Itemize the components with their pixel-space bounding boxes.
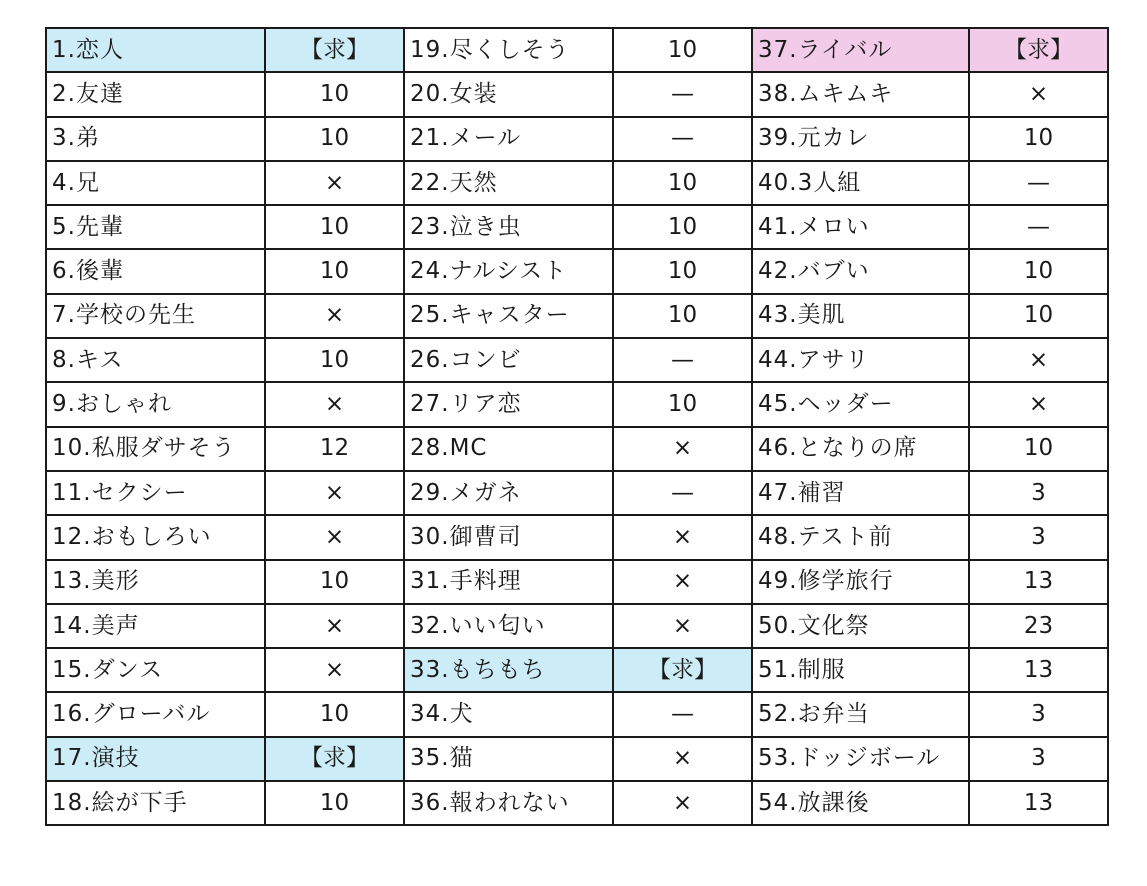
- topic-value-cell: 10: [969, 294, 1108, 338]
- topic-value-cell: 10: [613, 161, 752, 205]
- topic-value-cell: 10: [265, 117, 404, 161]
- topic-label-cell: 44.アサリ: [752, 338, 969, 382]
- topic-grid-body: [46, 28, 1108, 825]
- topic-value-cell: ×: [265, 648, 404, 692]
- topic-value-cell: ×: [613, 781, 752, 825]
- topic-value-cell: ×: [969, 72, 1108, 116]
- topic-label-cell: 46.となりの席: [752, 427, 969, 471]
- table-row: [46, 737, 1108, 781]
- topic-label-cell: 50.文化祭: [752, 604, 969, 648]
- topic-grid-table: [45, 27, 1109, 826]
- table-row: [46, 604, 1108, 648]
- topic-value-cell: —: [613, 72, 752, 116]
- topic-value-cell: —: [613, 471, 752, 515]
- topic-value-cell: 10: [265, 560, 404, 604]
- topic-value-cell: 13: [969, 781, 1108, 825]
- topic-value-cell: 10: [613, 382, 752, 426]
- topic-value-cell: 12: [265, 427, 404, 471]
- topic-label-cell: 25.キャスター: [404, 294, 613, 338]
- topic-label-cell: 8.キス: [46, 338, 265, 382]
- topic-label-cell: 23.泣き虫: [404, 205, 613, 249]
- topic-value-cell: 【求】: [265, 737, 404, 781]
- topic-label-cell: 41.メロい: [752, 205, 969, 249]
- topic-label-cell: 38.ムキムキ: [752, 72, 969, 116]
- table-row: [46, 338, 1108, 382]
- topic-value-cell: 13: [969, 560, 1108, 604]
- topic-label-cell: 1.恋人: [46, 28, 265, 72]
- topic-value-cell: 3: [969, 737, 1108, 781]
- topic-label-cell: 11.セクシー: [46, 471, 265, 515]
- topic-label-cell: 19.尽くしそう: [404, 28, 613, 72]
- table-row: [46, 294, 1108, 338]
- topic-value-cell: 10: [265, 72, 404, 116]
- topic-label-cell: 51.制服: [752, 648, 969, 692]
- topic-value-cell: ×: [613, 515, 752, 559]
- topic-value-cell: 10: [265, 338, 404, 382]
- topic-value-cell: 10: [265, 692, 404, 736]
- table-row: [46, 692, 1108, 736]
- topic-value-cell: —: [969, 161, 1108, 205]
- topic-label-cell: 7.学校の先生: [46, 294, 265, 338]
- topic-value-cell: 【求】: [969, 28, 1108, 72]
- topic-label-cell: 27.リア恋: [404, 382, 613, 426]
- topic-label-cell: 49.修学旅行: [752, 560, 969, 604]
- table-row: [46, 471, 1108, 515]
- topic-label-cell: 6.後輩: [46, 249, 265, 293]
- topic-label-cell: 45.ヘッダー: [752, 382, 969, 426]
- topic-label-cell: 14.美声: [46, 604, 265, 648]
- topic-value-cell: 3: [969, 515, 1108, 559]
- table-row: [46, 781, 1108, 825]
- topic-value-cell: ×: [613, 560, 752, 604]
- topic-value-cell: ×: [969, 338, 1108, 382]
- topic-label-cell: 12.おもしろい: [46, 515, 265, 559]
- topic-label-cell: 35.猫: [404, 737, 613, 781]
- topic-value-cell: ×: [265, 604, 404, 648]
- topic-label-cell: 26.コンビ: [404, 338, 613, 382]
- topic-value-cell: 10: [613, 294, 752, 338]
- topic-value-cell: 10: [265, 781, 404, 825]
- table-row: [46, 560, 1108, 604]
- topic-label-cell: 13.美形: [46, 560, 265, 604]
- topic-value-cell: 3: [969, 692, 1108, 736]
- topic-label-cell: 34.犬: [404, 692, 613, 736]
- table-row: [46, 515, 1108, 559]
- topic-value-cell: —: [613, 117, 752, 161]
- topic-label-cell: 31.手料理: [404, 560, 613, 604]
- topic-label-cell: 37.ライバル: [752, 28, 969, 72]
- topic-label-cell: 4.兄: [46, 161, 265, 205]
- topic-value-cell: 10: [969, 249, 1108, 293]
- topic-value-cell: 13: [969, 648, 1108, 692]
- table-row: [46, 427, 1108, 471]
- topic-label-cell: 53.ドッジボール: [752, 737, 969, 781]
- topic-label-cell: 32.いい匂い: [404, 604, 613, 648]
- topic-label-cell: 36.報われない: [404, 781, 613, 825]
- topic-label-cell: 47.補習: [752, 471, 969, 515]
- topic-label-cell: 2.友達: [46, 72, 265, 116]
- topic-label-cell: 52.お弁当: [752, 692, 969, 736]
- topic-label-cell: 10.私服ダサそう: [46, 427, 265, 471]
- topic-label-cell: 33.もちもち: [404, 648, 613, 692]
- topic-label-cell: 43.美肌: [752, 294, 969, 338]
- topic-label-cell: 24.ナルシスト: [404, 249, 613, 293]
- topic-value-cell: 23: [969, 604, 1108, 648]
- topic-value-cell: —: [969, 205, 1108, 249]
- topic-value-cell: 10: [613, 205, 752, 249]
- topic-value-cell: 10: [265, 249, 404, 293]
- topic-label-cell: 39.元カレ: [752, 117, 969, 161]
- table-row: [46, 205, 1108, 249]
- topic-label-cell: 16.グローバル: [46, 692, 265, 736]
- topic-label-cell: 22.天然: [404, 161, 613, 205]
- topic-value-cell: 10: [969, 427, 1108, 471]
- topic-label-cell: 17.演技: [46, 737, 265, 781]
- topic-label-cell: 54.放課後: [752, 781, 969, 825]
- topic-label-cell: 3.弟: [46, 117, 265, 161]
- topic-label-cell: 29.メガネ: [404, 471, 613, 515]
- topic-label-cell: 5.先輩: [46, 205, 265, 249]
- topic-value-cell: ×: [969, 382, 1108, 426]
- topic-label-cell: 40.3人組: [752, 161, 969, 205]
- topic-value-cell: —: [613, 692, 752, 736]
- topic-value-cell: ×: [265, 471, 404, 515]
- topic-label-cell: 15.ダンス: [46, 648, 265, 692]
- topic-value-cell: 10: [265, 205, 404, 249]
- table-row: [46, 648, 1108, 692]
- table-row: [46, 72, 1108, 116]
- topic-value-cell: 10: [969, 117, 1108, 161]
- topic-value-cell: ×: [613, 737, 752, 781]
- topic-label-cell: 30.御曹司: [404, 515, 613, 559]
- topic-label-cell: 9.おしゃれ: [46, 382, 265, 426]
- topic-label-cell: 48.テスト前: [752, 515, 969, 559]
- topic-label-cell: 28.MC: [404, 427, 613, 471]
- table-row: [46, 161, 1108, 205]
- topic-value-cell: —: [613, 338, 752, 382]
- topic-value-cell: ×: [265, 161, 404, 205]
- table-row: [46, 28, 1108, 72]
- topic-value-cell: 3: [969, 471, 1108, 515]
- topic-label-cell: 21.メール: [404, 117, 613, 161]
- table-row: [46, 382, 1108, 426]
- topic-value-cell: 【求】: [265, 28, 404, 72]
- table-row: [46, 117, 1108, 161]
- topic-value-cell: ×: [265, 382, 404, 426]
- topic-value-cell: 10: [613, 249, 752, 293]
- topic-value-cell: 【求】: [613, 648, 752, 692]
- topic-value-cell: ×: [265, 515, 404, 559]
- topic-label-cell: 42.バブい: [752, 249, 969, 293]
- topic-value-cell: ×: [613, 604, 752, 648]
- topic-label-cell: 20.女装: [404, 72, 613, 116]
- topic-value-cell: ×: [265, 294, 404, 338]
- topic-value-cell: 10: [613, 28, 752, 72]
- table-row: [46, 249, 1108, 293]
- topic-label-cell: 18.絵が下手: [46, 781, 265, 825]
- topic-value-cell: ×: [613, 427, 752, 471]
